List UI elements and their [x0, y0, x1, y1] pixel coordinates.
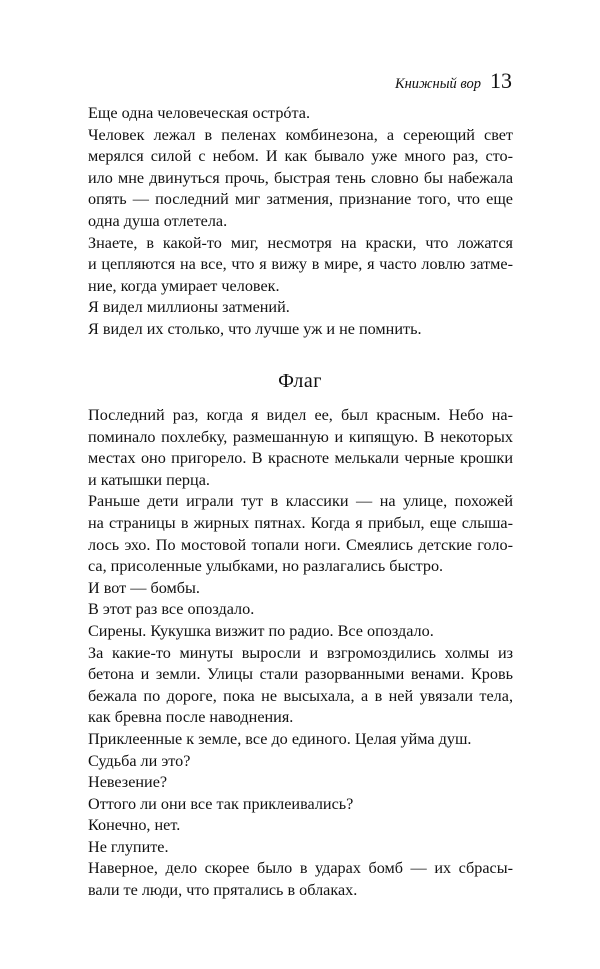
paragraph — [88, 858, 513, 901]
text-line: За какие-то минуты выросли и взгромоздились холмы из — [88, 643, 513, 662]
text-line: Человек лежал в пеленах комбинезона, а сереющий свет — [88, 125, 513, 144]
text-line: Приклеенные к земле, все до единого. Целая уйма душ. — [88, 729, 472, 748]
text-line: Конечно, нет. — [88, 816, 181, 835]
paragraph — [88, 125, 513, 233]
text-line: поминало похлебку, размешанную и кипящую. В некоторых — [88, 427, 513, 446]
paragraph — [88, 794, 513, 816]
text-line: Раньше дети играли тут в классики — на улице, похожей — [88, 492, 513, 511]
paragraph — [88, 297, 513, 319]
paragraph — [88, 729, 513, 751]
paragraph — [88, 751, 513, 773]
text-block-1 — [88, 103, 513, 341]
text-line: Сирены. Кукушка визжит по радио. Все опоздало. — [88, 621, 434, 640]
paragraph — [88, 233, 513, 298]
text-block-2 — [88, 405, 513, 902]
text-line: Я видел миллионы затмений. — [88, 298, 290, 317]
paragraph — [88, 599, 513, 621]
running-head-title: Книжный вор — [394, 76, 481, 92]
paragraph — [88, 103, 513, 125]
text-line: как бревна после наводнения. — [88, 708, 294, 727]
text-line: Наверное, дело скорее было в ударах бомб — их сбрасы- — [88, 859, 513, 878]
text-line: и цепляются на все, что я вижу в мире, я часто ловлю затме- — [88, 255, 513, 274]
text-line: вали те люди, что прятались в облаках. — [88, 881, 358, 900]
text-line: на страницы в жирных пятнах. Когда я прибыл, еще слыша- — [88, 513, 513, 532]
text-line: местах оно пригорело. В красноте мелькали черные крошки — [88, 449, 513, 468]
text-line: ние, когда умирает человек. — [88, 276, 280, 295]
text-line: Знаете, в какой-то миг, несмотря на краски, что ложатся — [88, 233, 513, 252]
running-head — [395, 68, 512, 94]
text-line: са, присоленные улыбками, но разлагались быстро. — [88, 557, 444, 576]
text-line: опять — последний миг затмения, признание того, что еще — [88, 190, 513, 209]
text-line: Еще одна человеческая острóта. — [88, 104, 311, 122]
text-line: лось эхо. По мостовой топали ноги. Смеялись детские голо- — [88, 535, 513, 554]
paragraph — [88, 837, 513, 859]
paragraph — [88, 815, 513, 837]
paragraph — [88, 319, 513, 341]
paragraph — [88, 621, 513, 643]
text-line: и катышки перца. — [88, 470, 210, 489]
paragraph — [88, 643, 513, 729]
paragraph — [88, 772, 513, 794]
paragraph — [88, 405, 513, 491]
text-line: бежала по дороге, пока не высыхала, а в ней увязали тела, — [88, 686, 513, 705]
text-line: Невезение? — [88, 773, 168, 792]
text-line: Я видел их столько, что лучше уж и не помнить. — [88, 319, 422, 338]
text-line: Оттого ли они все так приклеивались? — [88, 794, 354, 813]
paragraph — [88, 491, 513, 577]
paragraph — [88, 578, 513, 600]
section-title: Флаг — [278, 370, 322, 392]
text-line: Последний раз, когда я видел ее, был красным. Небо на- — [88, 406, 513, 424]
text-line: одна душа отлетела. — [88, 211, 228, 230]
text-line: Судьба ли это? — [88, 751, 191, 770]
text-line: мерялся силой с небом. И как бывало уже много раз, сто- — [88, 147, 513, 166]
text-line: Не глупите. — [88, 837, 169, 856]
text-line: ило мне двинуться прочь, быстрая тень словно бы набежала — [88, 168, 513, 187]
text-line: бетона и земли. Улицы стали разорванными венами. Кровь — [88, 665, 513, 684]
page-number: 13 — [490, 68, 512, 93]
text-line: И вот — бомбы. — [88, 578, 200, 597]
text-line: В этот раз все опоздало. — [88, 600, 255, 619]
